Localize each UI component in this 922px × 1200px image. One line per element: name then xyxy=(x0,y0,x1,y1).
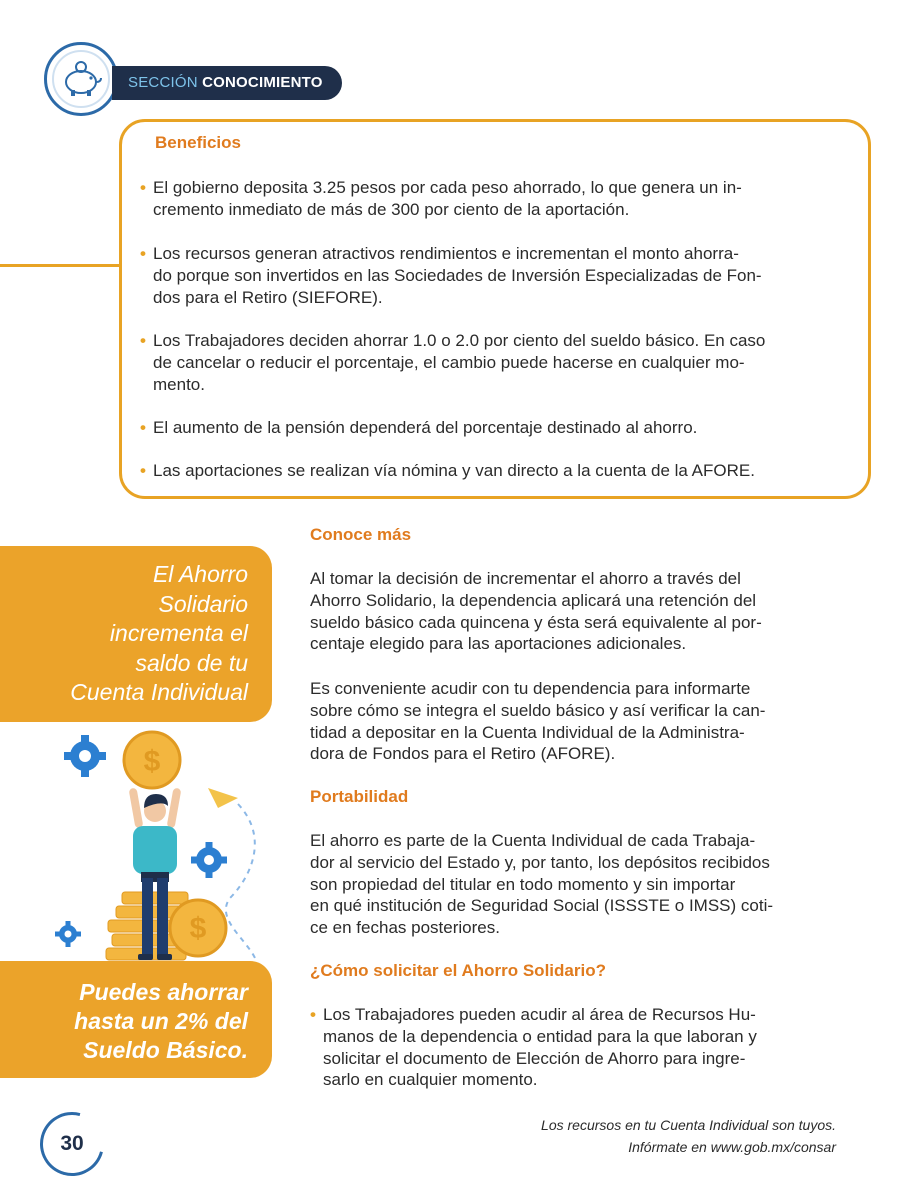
saving-person-illustration xyxy=(40,728,290,964)
benefits-box xyxy=(119,119,871,499)
bullet-icon: • xyxy=(140,178,146,197)
svg-text:$: $ xyxy=(143,745,161,778)
paper-plane-icon xyxy=(208,788,238,808)
gear-icon xyxy=(64,735,106,777)
benefit-item: • Los Trabajadores deciden ahorrar 1.0 o 2.0 por ciento del sueldo básico. En caso de cancelar o reducir el porcentaje, el cambio puede hacerse en cualquier mo- mento. xyxy=(140,331,766,394)
benefits-title: Beneficios xyxy=(155,133,241,152)
portabilidad-paragraph: El ahorro es parte de la Cuenta Individual de cada Trabaja- dor al servicio del Estado y, por tanto, los depósitos recibidos son propiedad del titular en todo momento y sin importar en qué institución de Seguridad Social (ISSSTE o IMSS) coti- ce en fechas posteriores. xyxy=(310,831,774,938)
benefit-item: • Los recursos generan atractivos rendimientos e incrementan el monto ahorra- do porque son invertidos en las Sociedades de Inversión Especializadas de Fon- dos para el Retiro (SIEFORE). xyxy=(140,244,762,307)
conoce-paragraph-1: Al tomar la decisión de incrementar el ahorro a través del Ahorro Solidario, la dependencia aplicará una retención del sueldo básico cada quincena y ésta será equivalente al por- centaje elegido para las aportaciones adicionales. xyxy=(310,569,762,654)
piggy-bank-icon xyxy=(58,56,104,102)
benefit-item: • El gobierno deposita 3.25 pesos por cada peso ahorrado, lo que genera un in- cremento inmediato de más de 300 por ciento de la aportación. xyxy=(140,178,742,219)
gear-icon xyxy=(55,921,81,947)
solicitar-title: ¿Cómo solicitar el Ahorro Solidario? xyxy=(310,961,606,980)
bullet-icon: • xyxy=(140,418,146,437)
footer-line-1: Los recursos en tu Cuenta Individual son tuyos. xyxy=(541,1117,836,1133)
section-label xyxy=(112,66,342,100)
bullet-icon: • xyxy=(140,244,146,263)
callout-top-text: El Ahorro Solidario incrementa el saldo de tu Cuenta Individual xyxy=(70,561,248,705)
bullet-icon: • xyxy=(140,331,146,350)
conoce-paragraph-2: Es conveniente acudir con tu dependencia para informarte sobre cómo se integra el sueldo básico y así verificar la can- tidad a depositar en la Cuenta Individual de la Administra- dora de Fondos para el Retiro (AFORE). xyxy=(310,679,766,764)
portabilidad-title: Portabilidad xyxy=(310,787,409,806)
section-label-bold: CONOCIMIENTO xyxy=(202,74,323,91)
footer-line-2: Infórmate en www.gob.mx/consar xyxy=(628,1139,836,1155)
benefit-item: • Las aportaciones se realizan vía nómina y van directo a la cuenta de la AFORE. xyxy=(140,461,755,480)
benefit-item: • El aumento de la pensión dependerá del porcentaje destinado al ahorro. xyxy=(140,418,698,437)
callout-bottom-text: Puedes ahorrar hasta un 2% del Sueldo Básico. xyxy=(74,979,248,1063)
section-label-light: SECCIÓN xyxy=(128,74,198,91)
solicitar-bullet: • Los Trabajadores pueden acudir al área de Recursos Hu- manos de la dependencia o entidad para la que laboran y solicitar el documento de Elección de Ahorro para ingre- sarlo en cualquier momento. xyxy=(310,1005,757,1090)
svg-text:$: $ xyxy=(189,912,207,945)
bullet-icon: • xyxy=(310,1005,316,1024)
conoce-title: Conoce más xyxy=(310,525,412,544)
gear-icon xyxy=(191,842,227,878)
connector-line xyxy=(0,264,122,267)
bullet-icon: • xyxy=(140,461,146,480)
page-number: 30 xyxy=(60,1132,84,1155)
